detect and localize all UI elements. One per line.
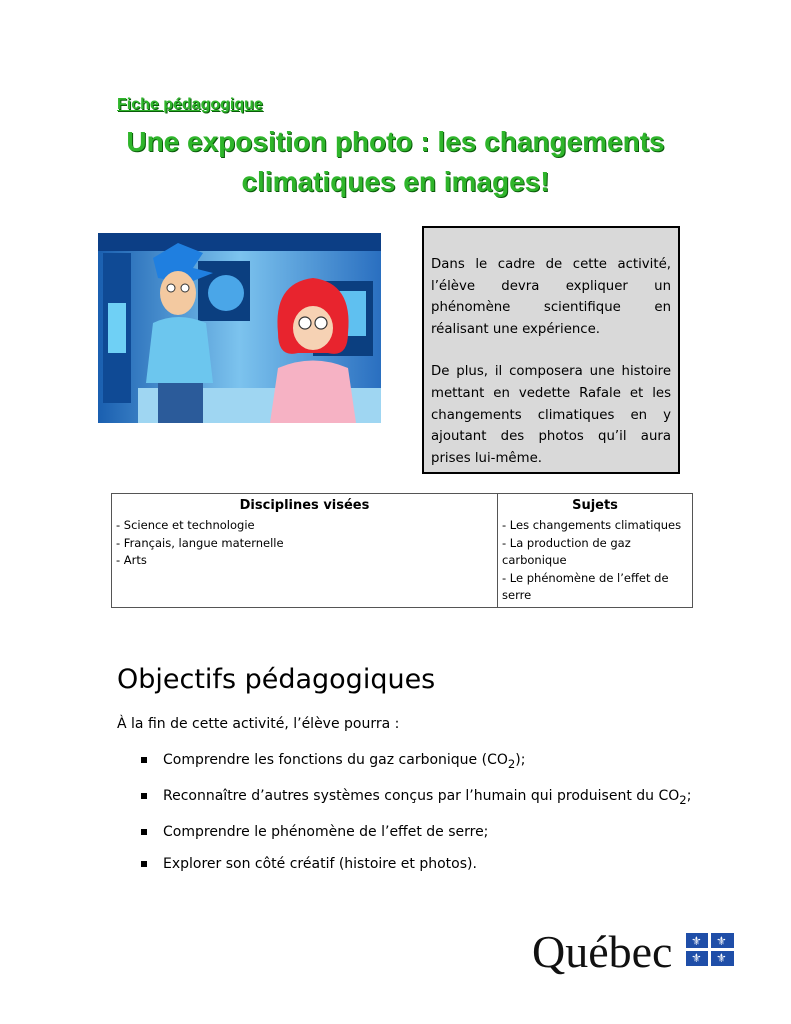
quebec-logo: [532, 923, 742, 981]
fleurdelise-flag-icon: ⚜ ⚜ ⚜ ⚜: [686, 933, 734, 966]
objective-item: Comprendre le phénomène de l’effet de serre;: [140, 816, 700, 848]
subjects-header: Sujets: [498, 494, 693, 516]
description-paragraph: De plus, il composera une histoire mettant en vedette Rafale et les changements climatiques en y ajoutant des photos qu’il aura prises lui-même.: [431, 364, 671, 466]
objectives-intro: À la fin de cette activité, l’élève pourra :: [117, 716, 400, 732]
description-paragraph: Dans le cadre de cette activité, l’élève devra expliquer un phénomène scientifique en réalisant une expérience.: [431, 257, 671, 337]
subject-item: - La production de gaz carbonique: [502, 535, 631, 567]
cartoon-illustration: [98, 233, 381, 423]
quebec-wordmark: Québec: [532, 926, 673, 977]
objective-item: Explorer son côté créatif (histoire et photos).: [140, 848, 700, 880]
title-line-2: climatiques en images!: [241, 166, 550, 197]
objectives-heading: Objectifs pédagogiques: [117, 664, 436, 695]
page-kicker: Fiche pédagogique: [117, 96, 263, 113]
discipline-item: - Science et technologie: [116, 518, 255, 532]
disciplines-cell: [112, 515, 498, 608]
discipline-item: - Français, langue maternelle: [116, 535, 284, 550]
activity-description-box: [422, 226, 680, 474]
objective-item: Comprendre les fonctions du gaz carbonique $(CO_2)$;: [140, 744, 700, 780]
objective-item: Reconnaître d’autres systèmes conçus par l’humain qui produisent du $CO_2$;: [140, 780, 700, 816]
title-line-1: Une exposition photo : les changements: [126, 126, 665, 157]
disciplines-subjects-table: [111, 493, 693, 608]
discipline-item: - Arts: [116, 553, 147, 567]
subject-item: - Le phénomène de l’effet de serre: [502, 570, 669, 602]
page-title: [117, 122, 674, 202]
subject-item: - Les changements climatiques: [502, 518, 682, 532]
disciplines-header: Disciplines visées: [112, 494, 498, 516]
objectives-list: [140, 744, 700, 880]
subjects-cell: [498, 515, 693, 608]
